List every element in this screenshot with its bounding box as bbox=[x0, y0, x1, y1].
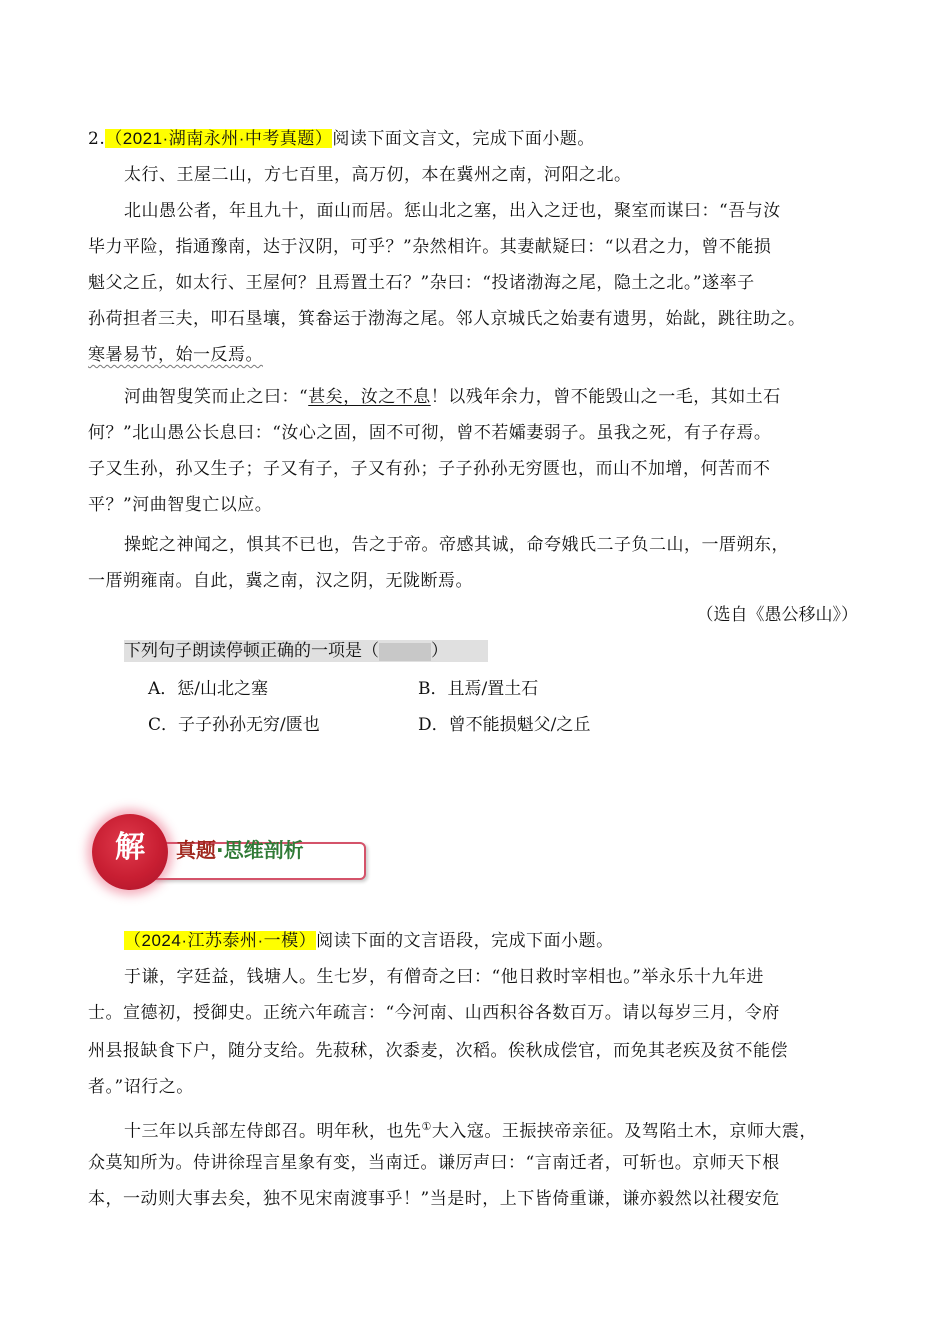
badge-char: 解 bbox=[115, 830, 145, 865]
passage-line bbox=[88, 344, 878, 366]
passage-line: 太行、王屋二山，方七百里，高万仞，本在冀州之南，河阳之北。 bbox=[124, 165, 632, 185]
q3-intro: 阅读下面的文言语段，完成下面小题。 bbox=[316, 931, 614, 951]
source-tag: （2021·湖南永州·中考真题） bbox=[105, 129, 333, 148]
passage-source: （选自《愚公移山》） bbox=[696, 605, 858, 625]
passage-line: 者。”诏行之。 bbox=[88, 1077, 194, 1097]
passage-line: 孙荷担者三夫，叩石垦壤，箕畚运于渤海之尾。邻人京城氏之始妻有遗男，始龀，跳往助之。 bbox=[88, 309, 806, 329]
underlined-text: 甚矣，汝之不息 bbox=[308, 387, 431, 407]
badge-label: 真题·思维剖析 bbox=[176, 838, 304, 862]
answer-blank[interactable] bbox=[379, 643, 431, 661]
passage-line: 州县报缺食下户，随分支给。先菽秫，次黍麦，次稻。俟秋成偿官，而免其老疾及贫不能偿 bbox=[88, 1041, 788, 1061]
q2-intro: 阅读下面文言文，完成下面小题。 bbox=[332, 129, 595, 149]
option-a[interactable]: A．惩/山北之塞 bbox=[148, 679, 269, 699]
passage-line: 于谦，字廷益，钱塘人。生七岁，有僧奇之曰：“他日救时宰相也。”举永乐十九年进 bbox=[124, 967, 764, 987]
source-tag: （2024·江苏泰州·一模） bbox=[124, 931, 317, 950]
footnote-marker: ① bbox=[421, 1120, 432, 1133]
passage-line: 本，一动则大事去矣，独不见宋南渡事乎！”当是时，上下皆倚重谦，谦亦毅然以社稷安危 bbox=[88, 1189, 780, 1209]
section-badge bbox=[90, 812, 380, 902]
passage-line: 毕力平险，指通豫南，达于汉阴，可乎？”杂然相许。其妻献疑曰：“以君之力，曾不能损 bbox=[88, 237, 772, 257]
text-segment: ！以残年余力，曾不能毁山之一毛，其如土石 bbox=[430, 387, 781, 407]
option-c[interactable]: C．子子孙孙无穷/匮也 bbox=[148, 715, 320, 735]
text-segment: 河曲智叟笑而止之曰：“ bbox=[124, 387, 309, 407]
wavy-underlined-text: 寒暑易节，始一反焉。 bbox=[88, 345, 263, 365]
passage-line: 众莫知所为。侍讲徐珵言星象有变，当南迁。谦厉声曰：“言南迁者，可斩也。京师天下根 bbox=[88, 1153, 780, 1173]
passage-line bbox=[124, 386, 914, 408]
option-b[interactable]: B．且焉/置土石 bbox=[418, 679, 539, 699]
q2-header bbox=[88, 128, 878, 150]
question-stem: 下列句子朗读停顿正确的一项是（ ） bbox=[124, 640, 488, 662]
passage-line: 北山愚公者，年且九十，面山而居。惩山北之塞，出入之迂也，聚室而谋曰：“吾与汝 bbox=[124, 201, 781, 221]
passage-line: 一厝朔雍南。自此，冀之南，汉之阴，无陇断焉。 bbox=[88, 571, 473, 591]
passage-line: 士。宣德初，授御史。正统六年疏言：“今河南、山西积谷各数百万。请以每岁三月，令府 bbox=[88, 1003, 780, 1023]
passage-line: 魁父之丘，如太行、王屋何？且焉置土石？”杂曰：“投诸渤海之尾，隐土之北。”遂率子 bbox=[88, 273, 755, 293]
q3-header bbox=[124, 930, 914, 952]
passage-line: 操蛇之神闻之，惧其不已也，告之于帝。帝感其诚，命夸娥氏二子负二山，一厝朔东， bbox=[124, 535, 789, 555]
question-number: 2. bbox=[88, 129, 106, 149]
passage-line: 子又生孙，孙又生子；子又有子，子又有孙；子子孙孙无穷匮也，而山不加增，何苦而不 bbox=[88, 459, 771, 479]
passage-line: 十三年以兵部左侍郎召。明年秋，也先①大入寇。王振挟帝亲征。及驾陷土木，京师大震， bbox=[124, 1120, 817, 1142]
passage-line: 何？”北山愚公长息曰：“汝心之固，固不可彻，曾不若孀妻弱子。虽我之死，有子存焉。 bbox=[88, 423, 772, 443]
option-d[interactable]: D．曾不能损魁父/之丘 bbox=[418, 715, 591, 735]
passage-line: 平？”河曲智叟亡以应。 bbox=[88, 495, 273, 515]
